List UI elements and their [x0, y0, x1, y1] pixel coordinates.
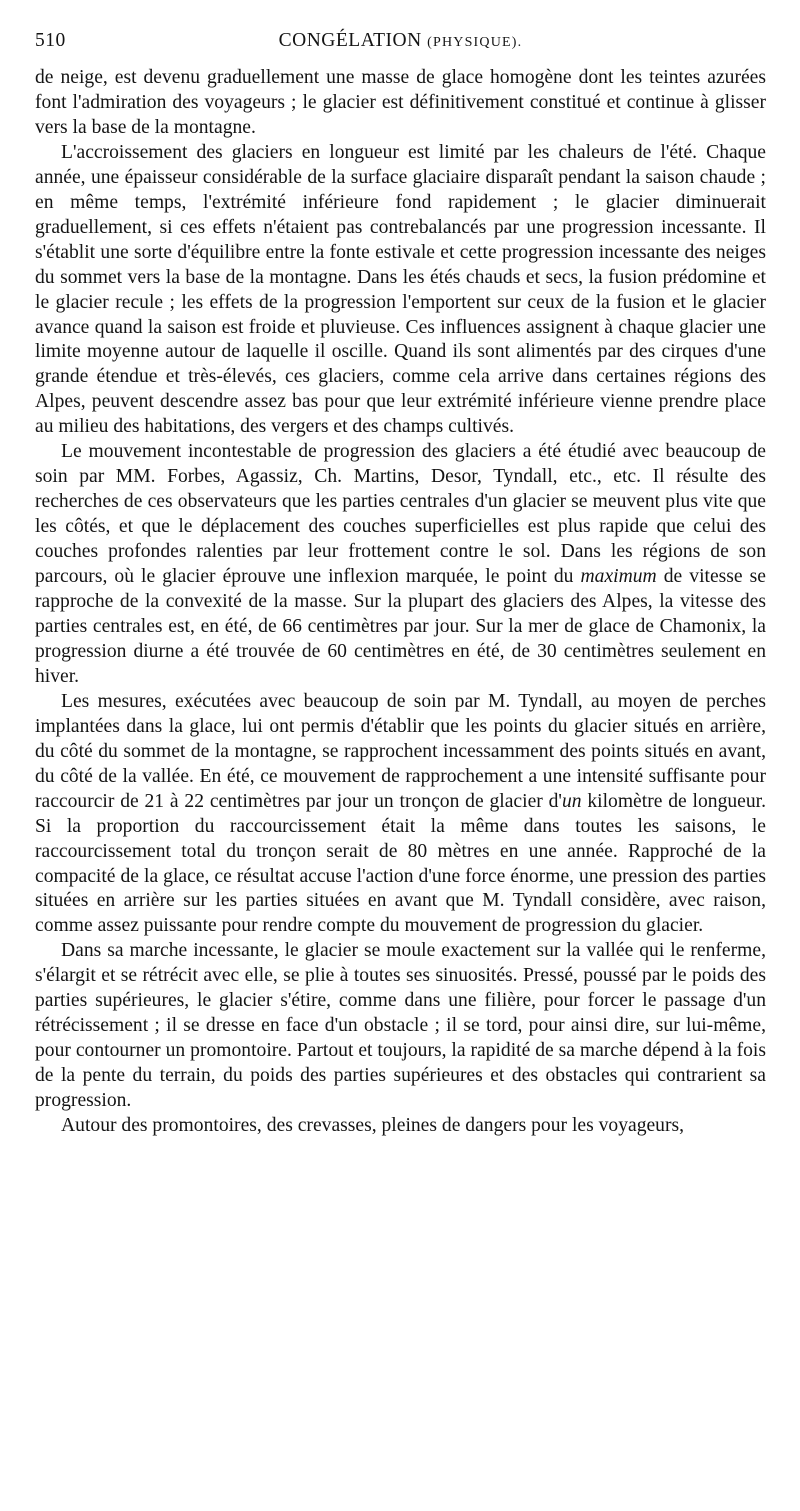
paragraph-2: L'accroissement des glaciers en longueur est limité par les chaleurs de l'été. Chaque année, une épaisseur considérable de la surface glaciaire disparaît pendant la saison chaude ; en même temps, l'extrémité inférieure fond rapidement ; le glacier diminuerait graduellement, si ces effets n'étaient pas contrebalancés par une progression incessante. Il s'établit une sorte d'équilibre entre la fonte estivale et cette progression incessante des neiges du sommet vers la base de la montagne. Dans les étés chauds et secs, la fusion prédomine et le glacier recule ; les effets de la progression l'emportent sur ceux de la fusion et le glacier avance quand la saison est froide et pluvieuse. Ces influences assignent à chaque glacier une limite moyenne autour de laquelle il oscille. Quand ils sont alimentés par des cirques d'une grande étendue et très-élevés, ces glaciers, comme cela arrive dans certaines régions des Alpes, peuvent descendre assez bas pour que leur extrémité inférieure vienne prendre place au milieu des habitations, des vergers et des champs cultivés. [35, 141, 766, 438]
paragraph-4-part-2: kilomètre de longueur. Si la proportion du raccourcissement était la même dans toutes les saisons, le raccourcissement total du tronçon serait de 80 mètres en une année. Rapproché de la compacité de la glace, ce résultat accuse l'action d'une force énorme, une pression des parties situées en arrière sur les parties situées en avant que M. Tyndall considère, avec raison, comme assez puissante pour rendre compte du mouvement de progression du glacier. [35, 790, 766, 937]
header-subtitle: (PHYSIQUE). [427, 35, 523, 50]
running-title [35, 30, 766, 52]
paragraph-4-emphasis: un [561, 790, 582, 812]
paragraph-3-part-1: Le mouvement incontestable de progression des glaciers a été étudié avec beaucoup de soin par MM. Forbes, Agassiz, Ch. Martins, Desor, Tyndall, etc., etc. Il résulte des recherches de ces observateurs que les parties centrales d'un glacier se meuvent plus vite que les côtés, et que le déplacement des couches superficielles est plus rapide que celui des couches profondes ralenties par leur frottement contre le sol. Dans les régions de son parcours, où le glacier éprouve une inflexion marquée, le point du [35, 441, 766, 588]
header-title: CONGÉLATION [278, 30, 422, 51]
paragraph-3 [35, 440, 766, 690]
paragraph-3-emphasis: maximum [580, 566, 657, 588]
paragraph-4 [35, 690, 766, 940]
paragraph-3-part-2: de vitesse se rapproche de la convexité de la masse. Sur la plupart des glaciers des Alpes, la vitesse des parties centrales est, en été, de 66 centimètres par jour. Sur la mer de glace de Chamonix, la progression diurne a été trouvée de 60 centimètres en été, de 30 centimètres seulement en hiver. [35, 566, 766, 687]
paragraph-4-part-1: Les mesures, exécutées avec beaucoup de soin par M. Tyndall, au moyen de perches implantées dans la glace, lui ont permis d'établir que les points du glacier situés en arrière, du côté du sommet de la montagne, se rapprochent incessamment des points situés en avant, du côté de la vallée. En été, ce mouvement de rapprochement a une intensité suffisante pour raccourcir de 21 à 22 centimètres par jour un tronçon de glacier d' [35, 690, 766, 812]
body-text [35, 66, 766, 1139]
running-header [35, 30, 766, 66]
paragraph-5: Dans sa marche incessante, le glacier se moule exactement sur la vallée qui le renferme, s'élargit et se rétrécit avec elle, se plie à toutes ses sinuosités. Pressé, poussé par le poids des parties supérieures, le glacier s'étire, comme dans une filière, pour forcer le passage d'un rétrécissement ; il se dresse en face d'un obstacle ; il se tord, pour ainsi dire, sur lui-même, pour contourner un promontoire. Partout et toujours, la rapidité de sa marche dépend à la fois de la pente du terrain, du poids des parties supérieures et des obstacles qui contrarient sa progression. [35, 940, 766, 1112]
paragraph-6: Autour des promontoires, des crevasses, pleines de dangers pour les voyageurs, [61, 1115, 685, 1137]
page-number: 510 [35, 30, 66, 51]
paragraph-1: de neige, est devenu graduellement une masse de glace homogène dont les teintes azurées font l'admiration des voyageurs ; le glacier est définitivement constitué et continue à glisser vers la base de la montagne. [35, 67, 766, 138]
